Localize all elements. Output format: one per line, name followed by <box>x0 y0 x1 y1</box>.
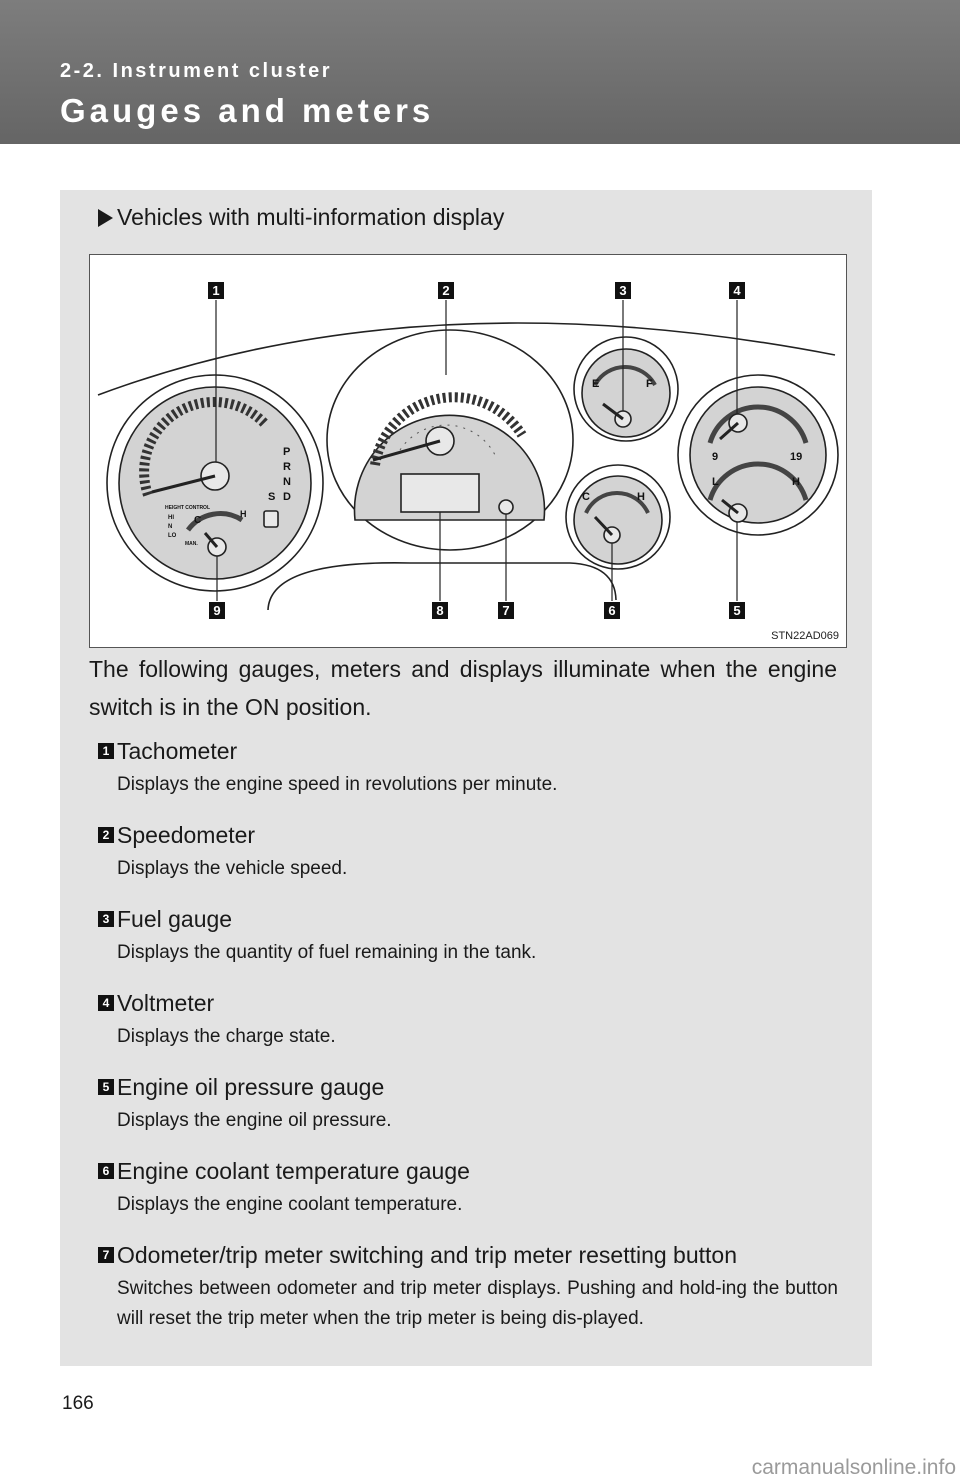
item-number: 7 <box>98 1247 114 1263</box>
item-title: Engine coolant temperature gauge <box>117 1157 470 1184</box>
triangle-bullet-icon <box>98 209 113 227</box>
fuel-f: F <box>646 378 653 390</box>
callout-9: 9 <box>213 603 221 618</box>
coolant-c: C <box>582 491 590 503</box>
dash-outline <box>98 323 835 395</box>
callout-4: 4 <box>733 283 741 298</box>
item-description: Displays the engine coolant temperature. <box>117 1194 463 1215</box>
item-number: 1 <box>98 743 114 759</box>
intro-paragraph: The following gauges, meters and displays illuminate when the engine switch is in the ON position. <box>89 656 837 720</box>
gear-letter-p: P <box>283 446 291 458</box>
list-item <box>98 904 838 968</box>
item-description: Switches between odometer and trip meter displays. Pushing and hold-ing the button will reset the trip meter when the trip meter is being dis-played. <box>117 1278 838 1329</box>
callout-7: 7 <box>502 603 510 618</box>
callout-6: 6 <box>608 603 616 618</box>
callout-3: 3 <box>619 283 627 298</box>
gear-letter-r: R <box>283 461 291 473</box>
list-item <box>98 736 838 800</box>
height-control-title: HEIGHT CONTROL <box>165 505 210 511</box>
callout-2: 2 <box>442 283 450 298</box>
coolant-h: H <box>637 491 645 503</box>
volt-9: 9 <box>712 451 719 463</box>
item-title: Tachometer <box>117 737 238 764</box>
coolant-gauge-face <box>574 476 662 564</box>
oil-h: H <box>792 476 800 488</box>
height-hi: HI <box>168 515 174 521</box>
instrument-cluster-diagram <box>89 254 847 648</box>
list-item <box>98 1072 838 1136</box>
item-title: Odometer/trip meter switching and trip meter resetting button <box>117 1241 738 1268</box>
gear-letter-d: D <box>283 491 291 503</box>
variant-heading <box>98 204 504 231</box>
fuel-e: E <box>592 378 600 390</box>
watermark: carmanualsonline.info <box>751 1456 956 1479</box>
item-title: Voltmeter <box>117 989 215 1016</box>
item-title: Speedometer <box>117 821 256 848</box>
item-number: 2 <box>98 827 114 843</box>
list-item <box>98 820 838 884</box>
oil-l: L <box>712 476 719 488</box>
variant-label: Vehicles with multi-information display <box>117 204 505 230</box>
item-description: Displays the charge state. <box>117 1026 336 1047</box>
cluster-illustration <box>90 255 846 647</box>
item-description: Displays the engine speed in revolutions per minute. <box>117 774 558 795</box>
volt-19: 19 <box>790 451 803 463</box>
multi-info-display <box>401 474 479 512</box>
diagram-code: STN22AD069 <box>771 630 839 642</box>
page-title: Gauges and meters <box>60 92 435 129</box>
gear-letter-n: N <box>283 476 291 488</box>
gauge-list <box>98 736 838 1354</box>
item-title: Fuel gauge <box>117 905 233 932</box>
trip-reset-button <box>499 500 513 514</box>
item-number: 5 <box>98 1079 114 1095</box>
indicator-box <box>264 511 278 527</box>
height-n: N <box>168 524 173 530</box>
height-lo: LO <box>168 533 177 539</box>
page-header <box>0 0 960 144</box>
gear-letter-s: S <box>268 491 276 503</box>
callout-5: 5 <box>733 603 741 618</box>
callout-8: 8 <box>436 603 444 618</box>
item-title: Engine oil pressure gauge <box>117 1073 385 1100</box>
page-number: 166 <box>62 1393 94 1414</box>
callout-1: 1 <box>212 283 220 298</box>
trans-temp-h: H <box>240 509 247 519</box>
list-item <box>98 1240 838 1334</box>
item-number: 6 <box>98 1163 114 1179</box>
trans-temp-c: C <box>194 515 202 526</box>
list-item <box>98 1156 838 1220</box>
item-description: Displays the quantity of fuel remaining in the tank. <box>117 942 537 963</box>
list-item <box>98 988 838 1052</box>
item-description: Displays the vehicle speed. <box>117 858 348 879</box>
item-number: 3 <box>98 911 114 927</box>
section-label: 2-2. Instrument cluster <box>60 60 333 82</box>
item-number: 4 <box>98 995 114 1011</box>
height-man: MAN. <box>185 541 198 547</box>
item-description: Displays the engine oil pressure. <box>117 1110 392 1131</box>
